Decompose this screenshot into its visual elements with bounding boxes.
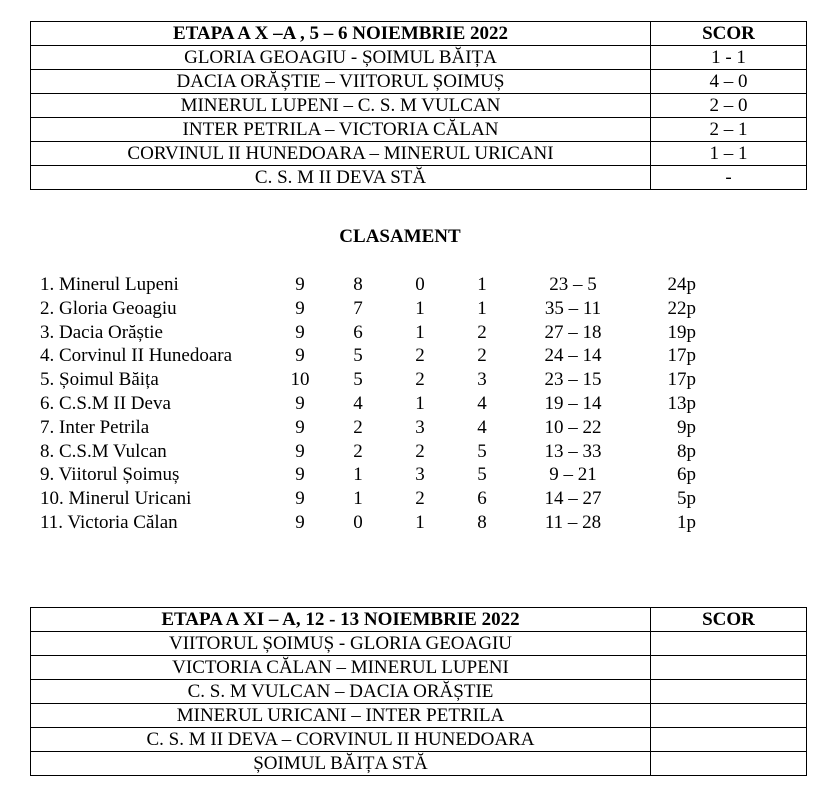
matches-played: 9 bbox=[295, 511, 305, 533]
points: 17p bbox=[667, 369, 696, 391]
points: 6p bbox=[677, 464, 696, 486]
draws: 2 bbox=[415, 488, 425, 510]
losses: 8 bbox=[477, 511, 487, 533]
wins: 0 bbox=[353, 511, 363, 533]
wins: 1 bbox=[353, 488, 363, 510]
draws: 1 bbox=[415, 392, 425, 414]
team-name: 8. C.S.M Vulcan bbox=[40, 440, 167, 462]
team-name: 4. Corvinul II Hunedoara bbox=[40, 345, 233, 367]
matches-played: 9 bbox=[295, 440, 305, 462]
score-cell: 2 – 0 bbox=[651, 94, 807, 118]
score-cell: - bbox=[651, 166, 807, 190]
score-cell bbox=[651, 752, 807, 776]
standings-row bbox=[0, 392, 824, 416]
table-row bbox=[31, 680, 807, 704]
losses: 6 bbox=[477, 488, 487, 510]
table-row bbox=[31, 752, 807, 776]
score-cell bbox=[651, 680, 807, 704]
round-10-fixtures-table bbox=[30, 21, 807, 190]
score-cell bbox=[651, 632, 807, 656]
table-row bbox=[31, 46, 807, 70]
matches-played: 9 bbox=[295, 345, 305, 367]
standings-row bbox=[0, 440, 824, 464]
standings-row bbox=[0, 487, 824, 511]
points: 8p bbox=[677, 440, 696, 462]
points: 1p bbox=[677, 511, 696, 533]
points: 22p bbox=[667, 297, 696, 319]
goal-record: 24 – 14 bbox=[544, 345, 602, 367]
team-name: 10. Minerul Uricani bbox=[40, 488, 192, 510]
match-cell: ȘOIMUL BĂIȚA STĂ bbox=[31, 752, 651, 776]
score-cell bbox=[651, 704, 807, 728]
score-cell bbox=[651, 656, 807, 680]
goal-record: 11 – 28 bbox=[544, 511, 602, 533]
table-row bbox=[31, 728, 807, 752]
round-title: ETAPA A X –A , 5 – 6 NOIEMBRIE 2022 bbox=[31, 22, 651, 46]
points: 5p bbox=[677, 488, 696, 510]
round-title: ETAPA A XI – A, 12 - 13 NOIEMBRIE 2022 bbox=[31, 608, 651, 632]
wins: 6 bbox=[353, 321, 363, 343]
wins: 7 bbox=[353, 297, 363, 319]
standings-title: CLASAMENT bbox=[339, 226, 461, 247]
standings-row bbox=[0, 297, 824, 321]
standings-list bbox=[0, 273, 824, 535]
table-row bbox=[31, 118, 807, 142]
table-row bbox=[31, 632, 807, 656]
wins: 5 bbox=[353, 369, 363, 391]
table-header-row bbox=[31, 608, 807, 632]
losses: 2 bbox=[477, 321, 487, 343]
team-name: 3. Dacia Orăștie bbox=[40, 321, 163, 343]
standings-row bbox=[0, 416, 824, 440]
points: 13p bbox=[667, 392, 696, 414]
losses: 5 bbox=[477, 464, 487, 486]
losses: 4 bbox=[477, 416, 487, 438]
match-cell: MINERUL URICANI – INTER PETRILA bbox=[31, 704, 651, 728]
score-cell: 1 – 1 bbox=[651, 142, 807, 166]
table-row bbox=[31, 166, 807, 190]
standings-row bbox=[0, 463, 824, 487]
team-name: 9. Viitorul Șoimuș bbox=[40, 464, 180, 486]
matches-played: 9 bbox=[295, 321, 305, 343]
match-cell: VIITORUL ȘOIMUȘ - GLORIA GEOAGIU bbox=[31, 632, 651, 656]
goal-record: 35 – 11 bbox=[544, 297, 602, 319]
match-cell: DACIA ORĂȘTIE – VIITORUL ȘOIMUȘ bbox=[31, 70, 651, 94]
table-row bbox=[31, 142, 807, 166]
table-row bbox=[31, 70, 807, 94]
points: 17p bbox=[667, 345, 696, 367]
standings-row bbox=[0, 321, 824, 345]
wins: 4 bbox=[353, 392, 363, 414]
score-cell: 1 - 1 bbox=[651, 46, 807, 70]
score-cell: 2 – 1 bbox=[651, 118, 807, 142]
match-cell: VICTORIA CĂLAN – MINERUL LUPENI bbox=[31, 656, 651, 680]
matches-played: 9 bbox=[295, 297, 305, 319]
draws: 3 bbox=[415, 464, 425, 486]
match-cell: MINERUL LUPENI – C. S. M VULCAN bbox=[31, 94, 651, 118]
losses: 2 bbox=[477, 345, 487, 367]
wins: 2 bbox=[353, 440, 363, 462]
matches-played: 9 bbox=[295, 274, 305, 295]
table-header-row bbox=[31, 22, 807, 46]
draws: 3 bbox=[415, 416, 425, 438]
losses: 1 bbox=[477, 297, 487, 319]
draws: 1 bbox=[415, 297, 425, 319]
losses: 1 bbox=[477, 274, 487, 295]
goal-record: 14 – 27 bbox=[544, 488, 602, 510]
team-name: 7. Inter Petrila bbox=[40, 416, 150, 438]
team-name: 6. C.S.M II Deva bbox=[40, 392, 171, 414]
goal-record: 23 – 15 bbox=[544, 369, 602, 391]
goal-record: 19 – 14 bbox=[544, 392, 602, 414]
matches-played: 9 bbox=[295, 488, 305, 510]
wins: 1 bbox=[353, 464, 363, 486]
draws: 1 bbox=[415, 511, 425, 533]
wins: 8 bbox=[353, 274, 363, 295]
losses: 3 bbox=[477, 369, 487, 391]
match-cell: C. S. M II DEVA – CORVINUL II HUNEDOARA bbox=[31, 728, 651, 752]
match-cell: C. S. M II DEVA STĂ bbox=[31, 166, 651, 190]
wins: 5 bbox=[353, 345, 363, 367]
draws: 2 bbox=[415, 440, 425, 462]
losses: 5 bbox=[477, 440, 487, 462]
standings-row bbox=[0, 511, 824, 535]
standings-row bbox=[0, 368, 824, 392]
goal-record: 13 – 33 bbox=[544, 440, 602, 462]
team-name: 11. Victoria Călan bbox=[40, 511, 178, 533]
draws: 2 bbox=[415, 369, 425, 391]
points: 19p bbox=[667, 321, 696, 343]
match-cell: GLORIA GEOAGIU - ȘOIMUL BĂIȚA bbox=[31, 46, 651, 70]
goal-record: 23 – 5 bbox=[549, 274, 597, 295]
matches-played: 10 bbox=[290, 369, 310, 391]
losses: 4 bbox=[477, 392, 487, 414]
draws: 0 bbox=[415, 274, 425, 295]
match-cell: CORVINUL II HUNEDOARA – MINERUL URICANI bbox=[31, 142, 651, 166]
score-cell bbox=[651, 728, 807, 752]
wins: 2 bbox=[353, 416, 363, 438]
table-row bbox=[31, 94, 807, 118]
score-header: SCOR bbox=[651, 22, 807, 46]
matches-played: 9 bbox=[295, 416, 305, 438]
goal-record: 10 – 22 bbox=[544, 416, 602, 438]
points: 9p bbox=[677, 416, 696, 438]
round-11-fixtures-table bbox=[30, 607, 807, 776]
team-name: 1. Minerul Lupeni bbox=[40, 274, 179, 295]
standings-row bbox=[0, 344, 824, 368]
team-name: 5. Șoimul Băița bbox=[40, 369, 159, 391]
goal-record: 27 – 18 bbox=[544, 321, 602, 343]
match-cell: INTER PETRILA – VICTORIA CĂLAN bbox=[31, 118, 651, 142]
goal-record: 9 – 21 bbox=[549, 464, 597, 486]
draws: 2 bbox=[415, 345, 425, 367]
score-cell: 4 – 0 bbox=[651, 70, 807, 94]
points: 24p bbox=[667, 274, 696, 295]
table-row bbox=[31, 656, 807, 680]
matches-played: 9 bbox=[295, 392, 305, 414]
score-header: SCOR bbox=[651, 608, 807, 632]
standings-row bbox=[0, 273, 824, 297]
matches-played: 9 bbox=[295, 464, 305, 486]
match-cell: C. S. M VULCAN – DACIA ORĂȘTIE bbox=[31, 680, 651, 704]
draws: 1 bbox=[415, 321, 425, 343]
team-name: 2. Gloria Geoagiu bbox=[40, 297, 177, 319]
table-row bbox=[31, 704, 807, 728]
